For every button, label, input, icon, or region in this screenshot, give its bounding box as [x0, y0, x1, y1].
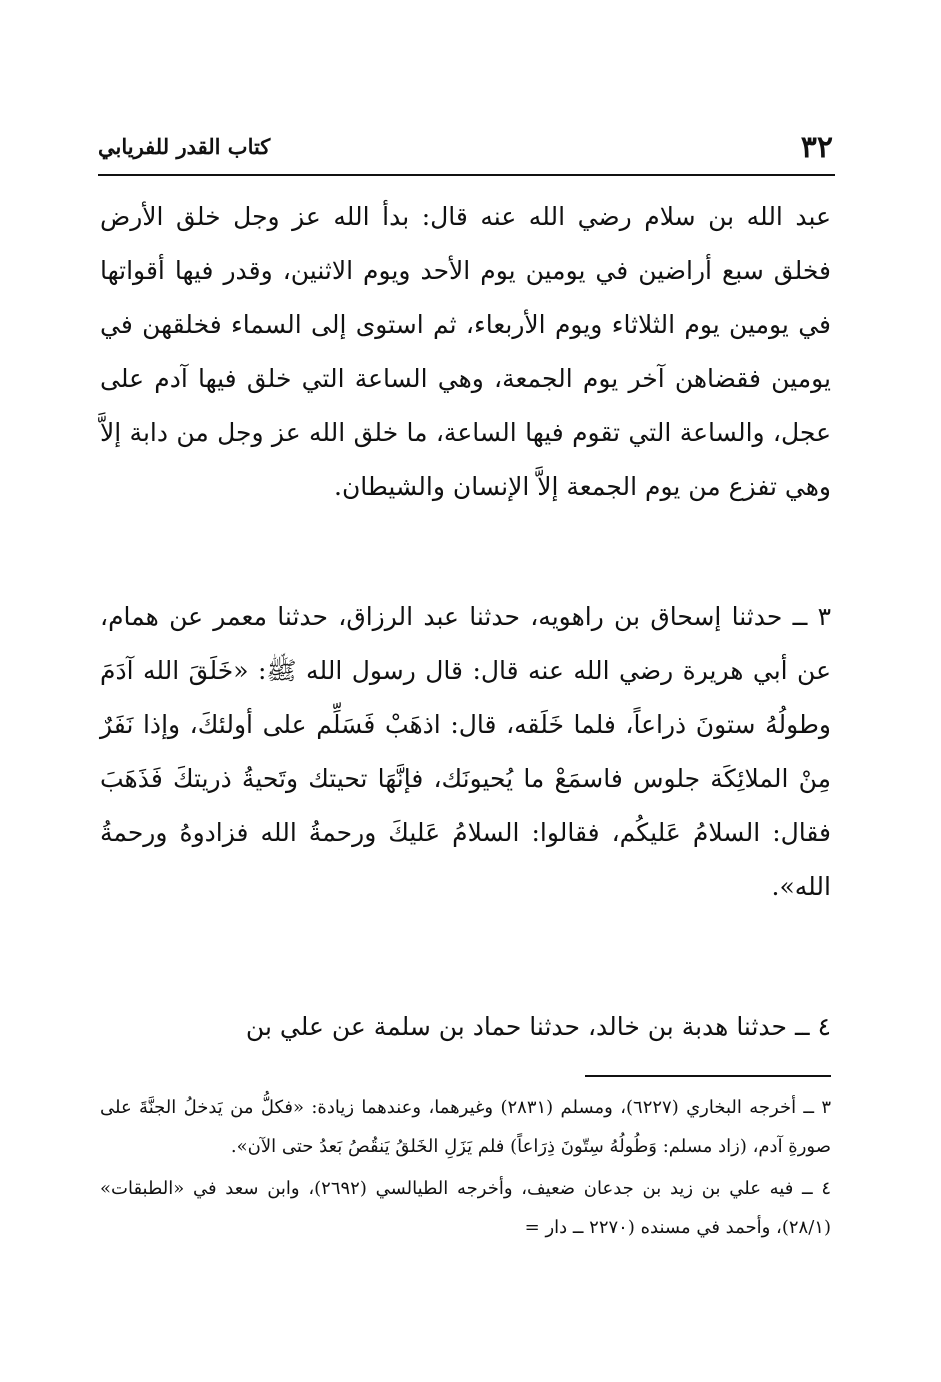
- paragraph-text: ٤ ــ حدثنا هدبة بن خالد، حدثنا حماد بن سلمة عن علي بن: [245, 1012, 831, 1041]
- header-divider: [98, 174, 835, 176]
- footnote-4: ٤ ــ فيه علي بن زيد بن جدعان ضعيف، وأخرجه الطيالسي (٢٦٩٢)، وابن سعد في «الطبقات» (٢٨/١)، وأحمد في مسنده (٢٢٧٠ ــ دار =: [100, 1178, 831, 1238]
- footnotes: [100, 1088, 831, 1250]
- paragraph-text: ٣ ــ حدثنا إسحاق بن راهويه، حدثنا عبد الرزاق، حدثنا معمر عن همام، عن أبي هريرة رضي الله عنه قال: قال رسول الله ﷺ: «خَلَقَ الله آدَمَ وطولُهُ ستونَ ذراعاً، فلما خَلَقه، قال: اذهَبْ فَسَلِّم على أولئكَ، وإذا نَفَرٌ مِنْ الملائِكَة جلوس فاسمَعْ ما يُحيونَك، فإنَّهَا تحيتك وتَحيةُ ذريتكَ فَذَهَبَ فقال: السلامُ عَليكُم، فقالوا: السلامُ عَليكَ ورحمةُ الله فزادوهُ ورحمةُ الله».: [100, 602, 831, 901]
- page-number: ٣٢: [800, 130, 833, 165]
- footnote-divider: [585, 1075, 831, 1077]
- footnote-3: ٣ ــ أخرجه البخاري (٦٢٢٧)، ومسلم (٢٨٣١) وغيرهما، وعندهما زيادة: «فكلُّ من يَدخلُ الجنَّةَ على صورةِ آدم، (زاد مسلم: وَطُولُهُ سِتّونَ ذِرَاعاً) فلم يَزَلِ الخَلقُ يَنقُصُ بَعدُ حتى الآن».: [100, 1097, 831, 1157]
- running-title: كتاب القدر للفريابي: [98, 134, 271, 159]
- page-header: [98, 128, 833, 170]
- main-text-paragraph-1: [100, 190, 831, 514]
- hadith-4-paragraph: [100, 1000, 831, 1054]
- paragraph-text: عبد الله بن سلام رضي الله عنه قال: بدأ الله عز وجل خلق الأرض فخلق سبع أراضين في يومين يوم الأحد ويوم الاثنين، وقدر فيها أقواتها في يومين يوم الثلاثاء ويوم الأربعاء، ثم استوى إلى السماء فخلقهن في يومين فقضاهن آخر يوم الجمعة، وهي الساعة التي خلق فيها آدم على عجل، والساعة التي تقوم فيها الساعة، ما خلق الله عز وجل من دابة إلاَّ وهي تفزع من يوم الجمعة إلاَّ الإنسان والشيطان.: [100, 202, 831, 501]
- hadith-3-paragraph: [100, 590, 831, 914]
